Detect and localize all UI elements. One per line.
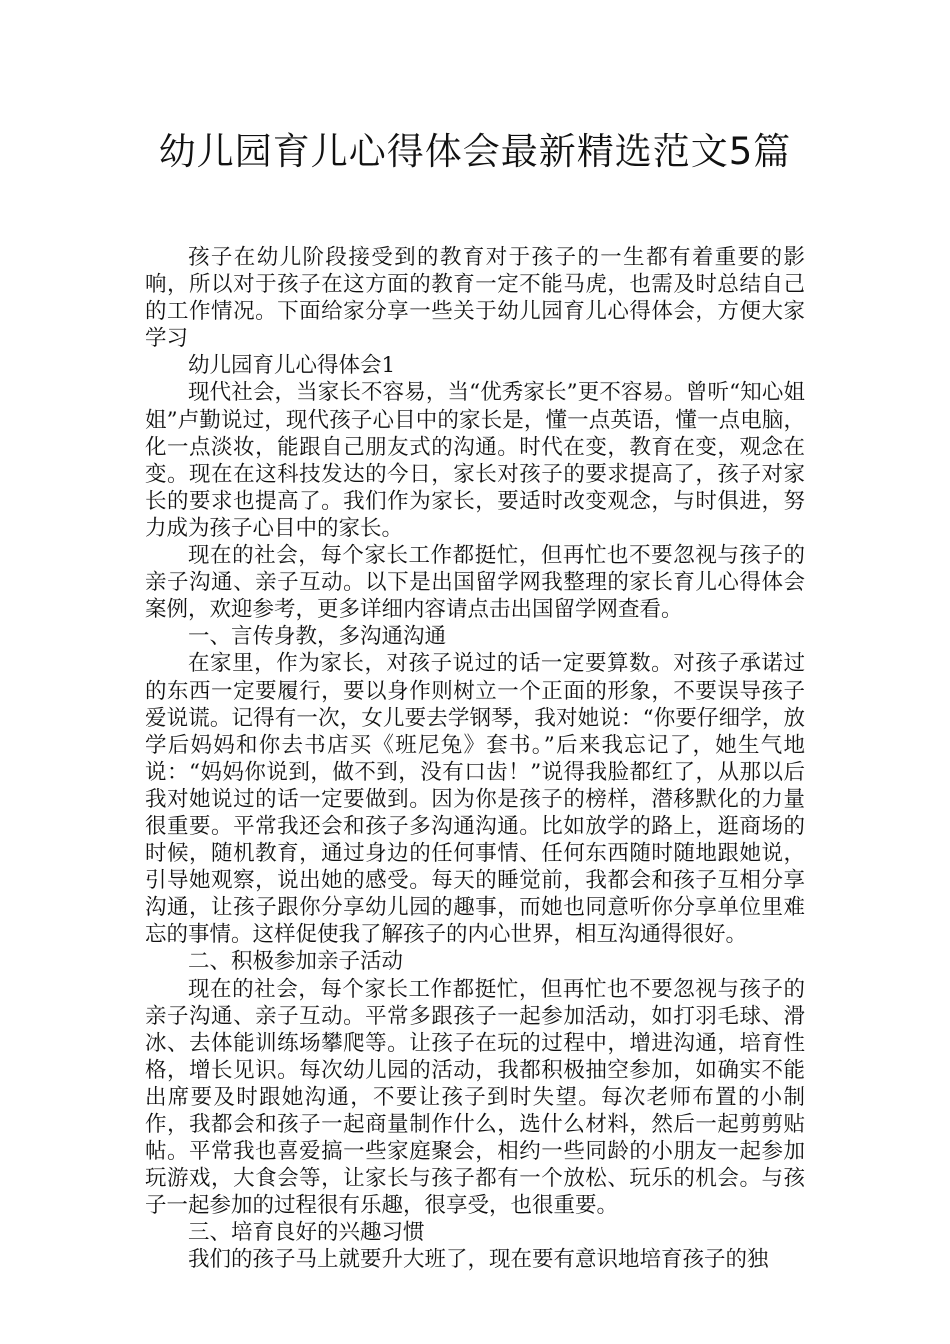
body-paragraph: 我们的孩子马上就要升大班了，现在要有意识地培育孩子的独 [188,1247,769,1273]
intro-paragraph: 孩子在幼儿阶段接受到的教育对于孩子的一生都有着重要的影响，所以对于孩子在这方面的教育一定不能马虎，也需及时总结自己的工作情况。下面给家分享一些关于幼儿园育儿心得体会，方便大家学习 [145,245,805,352]
body-paragraph: 在家里，作为家长，对孩子说过的话一定要算数。对孩子承诺过的东西一定要履行，要以身作则树立一个正面的形象，不要误导孩子爱说谎。记得有一次，女儿要去学钢琴，我对她说：“你要仔细学，放学后妈妈和你去书店买《班尼兔》套书。”后来我忘记了，她生气地说：“妈妈你说到，做不到，没有口齿！”说得我脸都红了，从那以后我对她说过的话一定要做到。因为你是孩子的榜样，潜移默化的力量很重要。平常我还会和孩子多沟通沟通。比如放学的路上，逛商场的时候，随机教育，通过身边的任何事情、任何东西随时随地跟她说，引导她观察，说出她的感受。每天的睡觉前，我都会和孩子互相分享沟通，让孩子跟你分享幼儿园的趣事，而她也同意听你分享单位里难忘的事情。这样促使我了解孩子的内心世界，相互沟通得很好。 [145,651,805,948]
body-paragraph: 现在的社会，每个家长工作都挺忙，但再忙也不要忽视与孩子的亲子沟通、亲子互动。平常多跟孩子一起参加活动，如打羽毛球、滑冰、去体能训练场攀爬等。让孩子在玩的过程中，增进沟通，培育性格，增长见识。每次幼儿园的活动，我都积极抽空参加，如确实不能出席要及时跟她沟通，不要让孩子到时失望。每次老师布置的小制作，我都会和孩子一起商量制作什么，选什么材料，然后一起剪剪贴帖。平常我也喜爱搞一些家庭聚会，相约一些同龄的小朋友一起参加玩游戏，大食会等，让家长与孩子都有一个放松、玩乐的机会。与孩子一起参加的过程很有乐趣，很享受，也很重要。 [145,976,805,1219]
subheading-1: 一、言传身教，多沟通沟通 [188,624,447,650]
subheading-3: 三、培育良好的兴趣习惯 [188,1220,425,1246]
document-body [145,244,805,1274]
section-heading-1: 幼儿园育儿心得体会1 [188,353,396,379]
body-paragraph: 现代社会，当家长不容易，当“优秀家长”更不容易。曾听“知心姐姐”卢勤说过，现代孩子心目中的家长是，懂一点英语，懂一点电脑，化一点淡妆，能跟自己朋友式的沟通。时代在变，教育在变，观念在变。现在在这科技发达的今日，家长对孩子的要求提高了，孩子对家长的要求也提高了。我们作为家长，要适时改变观念，与时俱进，努力成为孩子心目中的家长。 [145,380,805,541]
subheading-2: 二、积极参加亲子活动 [188,949,404,975]
body-paragraph: 现在的社会，每个家长工作都挺忙，但再忙也不要忽视与孩子的亲子沟通、亲子互动。以下是出国留学网我整理的家长育儿心得体会案例，欢迎参考，更多详细内容请点击出国留学网查看。 [145,543,805,623]
page-title: 幼儿园育儿心得体会最新精选范文5篇 [158,130,792,173]
